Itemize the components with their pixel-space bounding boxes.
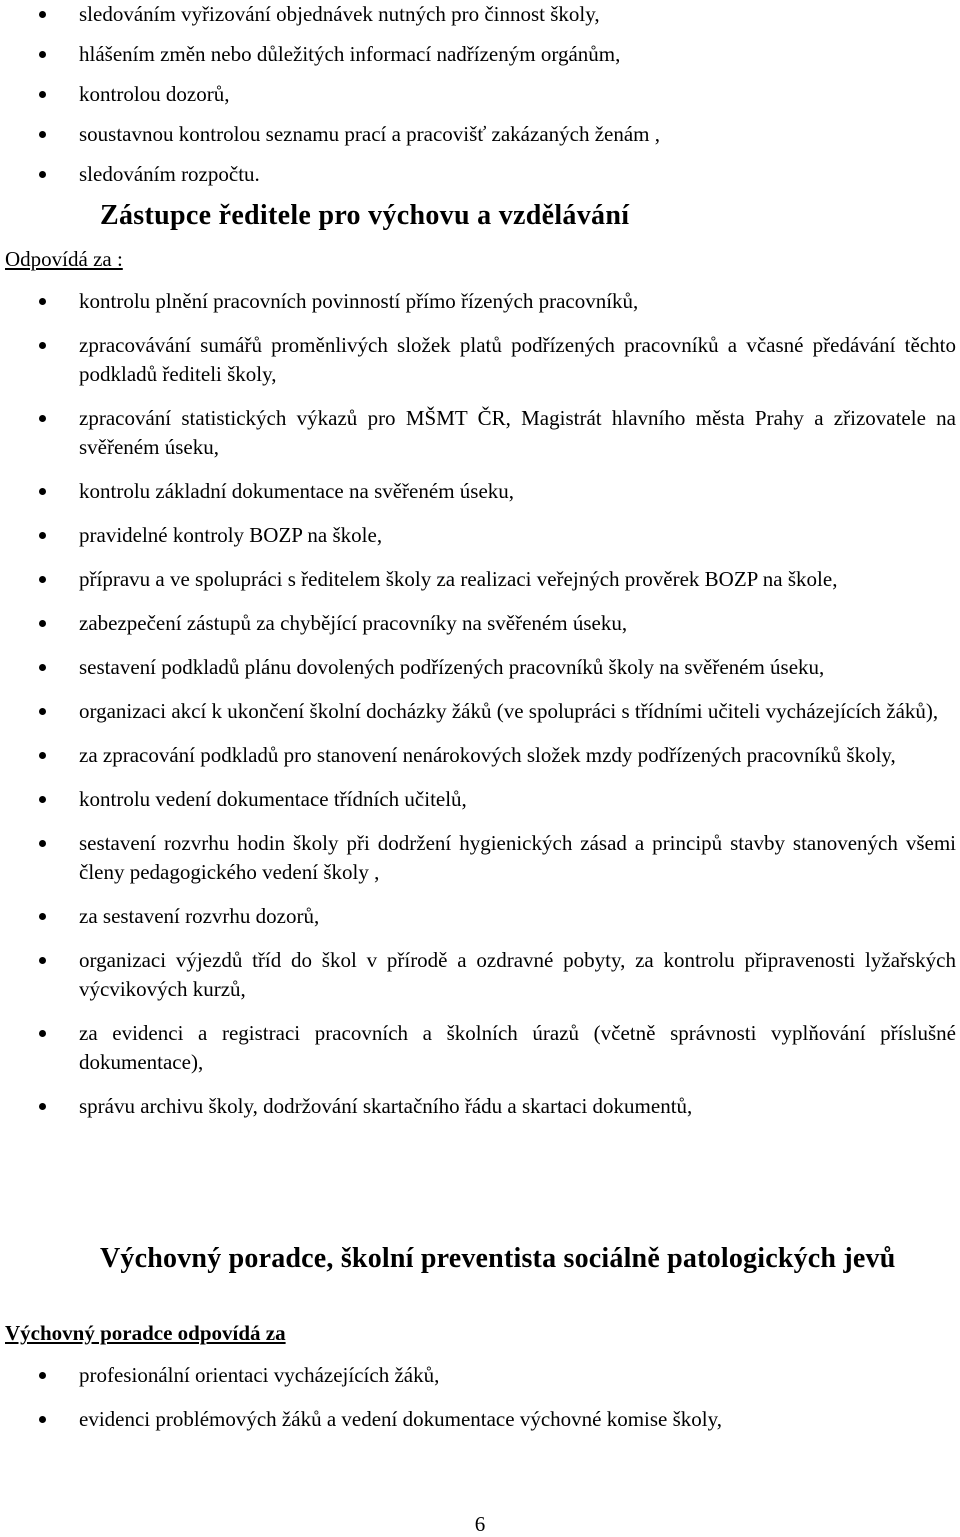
list-item bbox=[0, 1092, 960, 1121]
list-item-text: přípravu a ve spolupráci s ředitelem školy za realizaci veřejných prověrek BOZP na škole, bbox=[79, 567, 838, 591]
bullet-icon bbox=[39, 11, 46, 18]
list-item bbox=[0, 120, 960, 149]
bullet-icon bbox=[39, 488, 46, 495]
list-item bbox=[0, 653, 960, 682]
bullet-icon bbox=[39, 664, 46, 671]
bullet-icon bbox=[39, 342, 46, 349]
list-item-text: kontrolu základní dokumentace na svěřeném úseku, bbox=[79, 479, 515, 503]
list-item bbox=[0, 287, 960, 316]
bullet-icon bbox=[39, 576, 46, 583]
list-item-text: sledováním rozpočtu. bbox=[79, 162, 260, 186]
list-item bbox=[0, 477, 960, 506]
list-item bbox=[0, 40, 960, 69]
list-item-text: za evidenci a registraci pracovních a školních úrazů (včetně správnosti vyplňování příslušné dokumentace), bbox=[79, 1021, 956, 1074]
list-item-text: organizaci výjezdů tříd do škol v přírodě a ozdravné pobyty, za kontrolu připravenosti lyžařských výcvikových kurzů, bbox=[79, 948, 956, 1001]
responsible-label-zastupce: Odpovídá za : bbox=[5, 247, 123, 271]
list-item bbox=[0, 565, 960, 594]
bullet-icon bbox=[39, 957, 46, 964]
list-item-text: zpracování statistických výkazů pro MŠMT ČR, Magistrát hlavního města Prahy a zřizovatele na svěřeném úseku, bbox=[79, 406, 956, 459]
list-item bbox=[0, 0, 960, 29]
page-number: 6 bbox=[474, 1512, 486, 1536]
list-item-text: organizaci akcí k ukončení školní docházky žáků (ve spolupráci s třídními učiteli vycházejících žáků), bbox=[79, 699, 939, 723]
bullet-icon bbox=[39, 752, 46, 759]
list-item-text: za sestavení rozvrhu dozorů, bbox=[79, 904, 320, 928]
bullet-icon bbox=[39, 1416, 46, 1423]
heading-vychovny-poradce: Výchovný poradce, školní preventista sociálně patologických jevů bbox=[100, 1243, 896, 1274]
list-item bbox=[0, 160, 960, 189]
bullet-icon bbox=[39, 298, 46, 305]
list-item bbox=[0, 331, 960, 389]
bullet-icon bbox=[39, 620, 46, 627]
bullet-icon bbox=[39, 532, 46, 539]
list-item-text: kontrolu vedení dokumentace třídních učitelů, bbox=[79, 787, 467, 811]
bullet-icon bbox=[39, 1372, 46, 1379]
list-item bbox=[0, 80, 960, 109]
poradce-duties-list bbox=[0, 1361, 960, 1449]
list-item bbox=[0, 1361, 960, 1390]
zastupce-duties-list bbox=[0, 287, 960, 1136]
bullet-icon bbox=[39, 1030, 46, 1037]
bullet-icon bbox=[39, 51, 46, 58]
list-item-text: sledováním vyřizování objednávek nutných pro činnost školy, bbox=[79, 2, 600, 26]
list-item-text: zpracovávání sumářů proměnlivých složek platů podřízených pracovníků a včasné předávání těchto podkladů řediteli školy, bbox=[79, 333, 956, 386]
list-item bbox=[0, 697, 960, 726]
bullet-icon bbox=[39, 91, 46, 98]
list-item-text: sestavení podkladů plánu dovolených podřízených pracovníků školy na svěřeném úseku, bbox=[79, 655, 825, 679]
bullet-icon bbox=[39, 171, 46, 178]
list-item-text: sestavení rozvrhu hodin školy při dodržení hygienických zásad a principů stavby stanovených všemi členy pedagogického vedení školy , bbox=[79, 831, 956, 884]
list-item-text: za zpracování podkladů pro stanovení nenárokových složek mzdy podřízených pracovníků školy, bbox=[79, 743, 896, 767]
list-item bbox=[0, 902, 960, 931]
bullet-icon bbox=[39, 708, 46, 715]
list-item bbox=[0, 404, 960, 462]
list-item bbox=[0, 946, 960, 1004]
list-item bbox=[0, 1405, 960, 1434]
bullet-icon bbox=[39, 840, 46, 847]
list-item bbox=[0, 785, 960, 814]
list-item-text: pravidelné kontroly BOZP na škole, bbox=[79, 523, 383, 547]
responsible-label-poradce: Výchovný poradce odpovídá za bbox=[5, 1321, 286, 1345]
list-item bbox=[0, 521, 960, 550]
list-item-text: hlášením změn nebo důležitých informací nadřízeným orgánům, bbox=[79, 42, 621, 66]
list-item bbox=[0, 829, 960, 887]
bullet-icon bbox=[39, 415, 46, 422]
list-item-text: evidenci problémových žáků a vedení dokumentace výchovné komise školy, bbox=[79, 1407, 723, 1431]
list-item-text: kontrolou dozorů, bbox=[79, 82, 230, 106]
list-item-text: správu archivu školy, dodržování skartačního řádu a skartaci dokumentů, bbox=[79, 1094, 693, 1118]
intro-bullet-list bbox=[0, 0, 960, 200]
bullet-icon bbox=[39, 131, 46, 138]
bullet-icon bbox=[39, 1103, 46, 1110]
list-item-text: profesionální orientaci vycházejících žáků, bbox=[79, 1363, 440, 1387]
list-item bbox=[0, 741, 960, 770]
bullet-icon bbox=[39, 913, 46, 920]
heading-zastupce-reditele: Zástupce ředitele pro výchovu a vzdělávání bbox=[100, 200, 630, 231]
list-item-text: zabezpečení zástupů za chybějící pracovníky na svěřeném úseku, bbox=[79, 611, 628, 635]
bullet-icon bbox=[39, 796, 46, 803]
list-item bbox=[0, 1019, 960, 1077]
list-item-text: soustavnou kontrolou seznamu prací a pracovišť zakázaných ženám , bbox=[79, 122, 661, 146]
list-item bbox=[0, 609, 960, 638]
list-item-text: kontrolu plnění pracovních povinností přímo řízených pracovníků, bbox=[79, 289, 639, 313]
